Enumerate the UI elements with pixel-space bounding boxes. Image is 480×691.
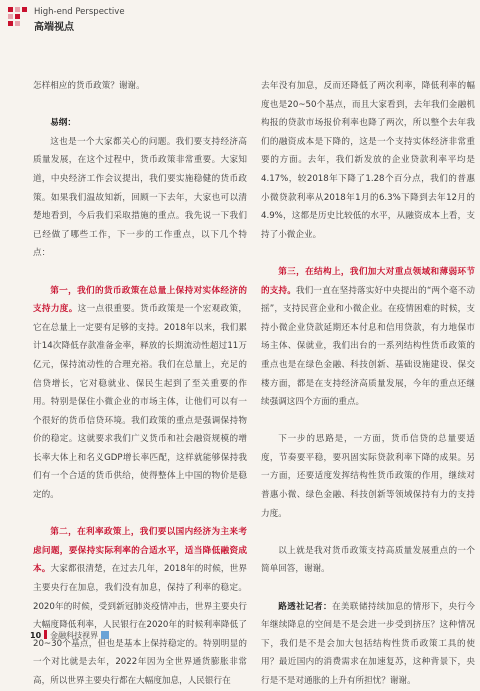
paragraph: 怎样相应的货币政策？谢谢。 xyxy=(33,81,145,91)
paragraph: 路透社记者：在美联储持续加息的情形下，央行今年继续降息的空间是不是会进一步受到挤压？这种情况下，我们是不是会加大包括结构性货币政策工具的使用？最近国内的消费需求在加速复苏，这种背景下，央行是不是对通胀的上升有所担忧？谢谢。 xyxy=(261,601,475,686)
point-heading: 第一，我们的货币政策在总量上保持对实体经济的支持力度。 xyxy=(33,285,247,315)
speaker-label: 路透社记者： xyxy=(278,601,332,612)
paragraph: 第一，我们的货币政策在总量上保持对实体经济的支持力度。这一点很重要。货币政策是一个宏观政策，它在总量上一定要有足够的支持。2018年以来，我们累计14次降低存款准备金率，释放的长期流动性超过11万亿元，保持流动性的合理充裕。我们在总量上，充足的信贷增长，它对稳就业、保民生起到了至关重要的作用。特别是保住小微企业的市场主体，让他们可以有一个很好的货币信贷环境。我们政策的重点是强调保持物价的稳定。这就要求我们广义货币和社会融资规模的增长率大体上和名义GDP增长率匹配，这样就能够保持我们有一个合适的货币供给，使得整体上中国的物价是稳定的。 xyxy=(33,285,247,501)
publication-name: 金融科技视界 xyxy=(50,631,99,640)
left-column xyxy=(33,77,247,691)
paragraph: 这也是一个大家都关心的问题。我们要支持经济高质量发展，在这个过程中，货币政策非常重要。大家知道，中央经济工作会议提出，我们要实施稳健的货币政策。如果我们温故知新，回顾一下去年，大家也可以清楚地看到，今后我们采取措施的重点。我先说一下我们已经做了哪些工作，下一步的工作重点，以下几个特点： xyxy=(33,136,247,259)
paragraph: 第二，在利率政策上，我们要以国内经济为主来考虑问题，要保持实际利率的合适水平，适当降低融资成本。大家都很清楚，在过去几年，2018年的时候，世界主要央行在加息，我们没有加息，保持了利率的稳定。2020年的时候，受到新冠肺炎疫情冲击，世界主要央行大幅度降低利率，人民银行在2020年的时候利率降低了20~30个基点，但也是基本上保持稳定的。特别明显的一个对比就是去年，2022年因为全世界通货膨胀非常高，所以世界主要央行都在大幅度加息，人民银行在 xyxy=(33,527,247,686)
point-heading: 第二，在利率政策上，我们要以国内经济为主来考虑问题，要保持实际利率的合适水平，适当降低融资成本。 xyxy=(33,527,247,575)
page-number: 10 xyxy=(30,631,42,640)
publication-tag-icon xyxy=(101,631,109,639)
point-heading: 第三，在结构上，我们加大对重点领域和薄弱环节的支持。 xyxy=(261,266,475,296)
divider xyxy=(44,630,47,639)
paragraph: 去年没有加息，反而还降低了两次利率，降低利率的幅度也是20~50个基点，而且大家看到，去年我们金融机构报的贷款市场报价利率也降了两次，所以整个去年我们的融资成本是下降的，这是一个支持实体经济非常重要的方面。去年，我们新发放的企业贷款利率平均是4.17%，较2018年下降了1.28个百分点，我们的普惠小微贷款利率从2018年1月的6.3%下降到去年12月的4.9%，这都是历史比较低的水平，从融资成本上看，支持了小微企业。 xyxy=(261,81,475,240)
section-title-cn: 高端视点 xyxy=(34,22,74,33)
paragraph: 第三，在结构上，我们加大对重点领域和薄弱环节的支持。我们一直在坚持落实好中央提出的“两个毫不动摇”，支持民营企业和小微企业。在疫情困难的时候，支持小微企业贷款延期还本付息和信用贷款，有力地保市场主体、保就业，我们出台的一系列结构性货币政策的重点也是在绿色金融、科技创新、基础设施建设、保交楼方面，都是在支持经济高质量发展，今年的重点还继续强调这四个方面的重点。 xyxy=(261,266,475,408)
paragraph: 下一步的思路是，一方面，货币信贷的总量要适度，节奏要平稳，要巩固实际贷款利率下降的成果。另一方面，还要适度发挥结构性货币政策的作用，继续对普惠小微、绿色金融、科技创新等领域保持有力的支持力度。 xyxy=(261,434,475,519)
section-title-en: High-end Perspective xyxy=(34,7,125,17)
logo-icon xyxy=(8,7,28,29)
paragraph: 以上就是我对货币政策支持高质量发展重点的一个简单回答，谢谢。 xyxy=(261,545,475,575)
speaker-label: 易纲： xyxy=(50,118,76,129)
right-column xyxy=(261,77,475,691)
page-footer xyxy=(30,630,109,641)
